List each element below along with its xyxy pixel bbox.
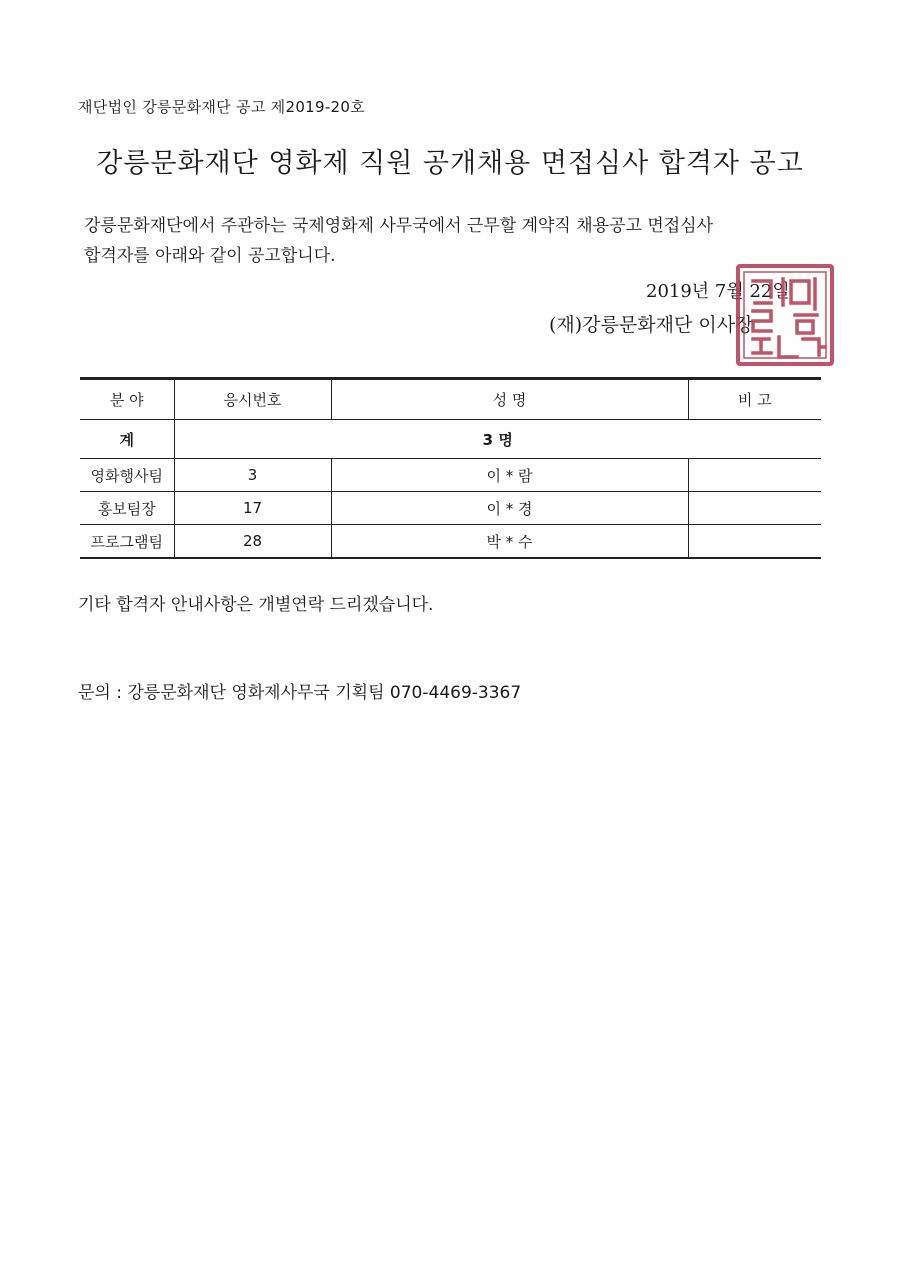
- row-exam-number: 17: [174, 492, 331, 525]
- intro-paragraph: [84, 211, 844, 271]
- row-name: 이 * 경: [331, 492, 688, 525]
- additional-info-note: 기타 합격자 안내사항은 개별연락 드리겠습니다.: [78, 595, 434, 615]
- header-remark: 비 고: [688, 379, 821, 420]
- row-field: 홍보팀장: [80, 492, 174, 525]
- successful-candidates-table: [80, 377, 821, 559]
- table-row: [80, 459, 821, 492]
- table-header-row: [80, 379, 821, 420]
- announcement-date: 2019년 7월 22일: [646, 281, 790, 302]
- contact-info: 문의 : 강릉문화재단 영화제사무국 기획팀 070-4469-3367: [78, 683, 522, 703]
- header-field: 분 야: [80, 379, 174, 420]
- header-exam-number: 응시번호: [174, 379, 331, 420]
- issuer-name: (재)강릉문화재단 이사장: [549, 314, 754, 336]
- row-remark: [688, 525, 821, 559]
- total-label: 계: [80, 420, 174, 459]
- official-seal-stamp: [735, 263, 835, 367]
- row-field: 프로그램팀: [80, 525, 174, 559]
- table-total-row: [80, 420, 821, 459]
- header-name: 성 명: [331, 379, 688, 420]
- row-name: 박 * 수: [331, 525, 688, 559]
- row-remark: [688, 459, 821, 492]
- row-name: 이 * 람: [331, 459, 688, 492]
- row-remark: [688, 492, 821, 525]
- row-field: 영화행사팀: [80, 459, 174, 492]
- row-exam-number: 28: [174, 525, 331, 559]
- row-exam-number: 3: [174, 459, 331, 492]
- table-row: [80, 492, 821, 525]
- notice-number: 재단법인 강릉문화재단 공고 제2019-20호: [78, 98, 366, 116]
- total-count: 3 명: [174, 420, 821, 459]
- intro-line-2: 합격자를 아래와 같이 공고합니다.: [84, 246, 336, 266]
- page-title: 강릉문화재단 영화제 직원 공개채용 면접심사 합격자 공고: [96, 148, 804, 179]
- intro-line-1: 강릉문화재단에서 주관하는 국제영화제 사무국에서 근무할 계약직 채용공고 면접심사: [84, 216, 714, 236]
- table-row: [80, 525, 821, 559]
